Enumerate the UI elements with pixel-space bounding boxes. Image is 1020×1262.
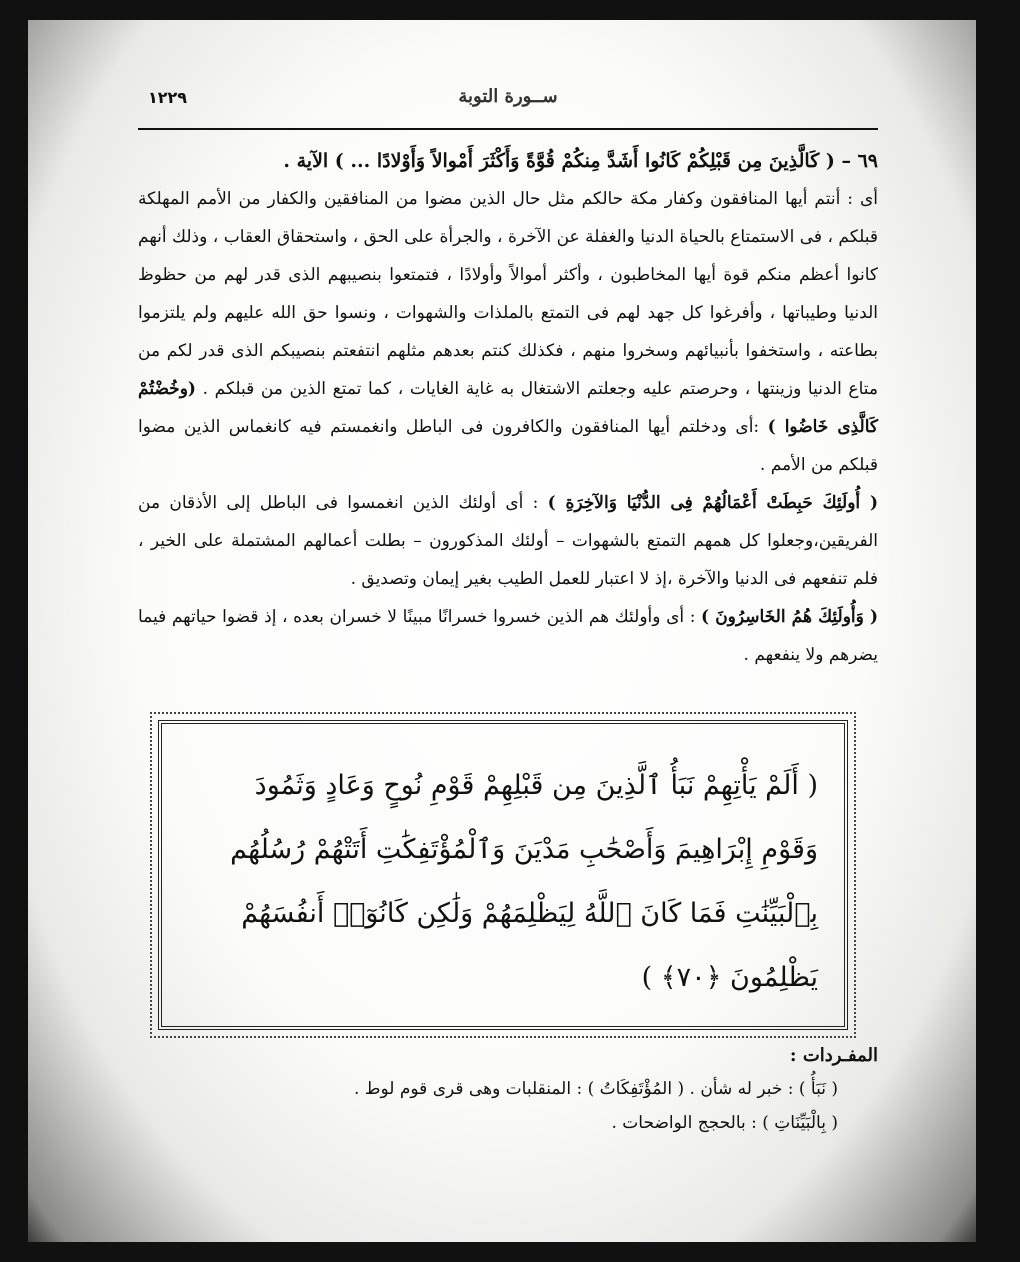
quoted-phrase: ( أُولَئِكَ حَبِطَتْ أَعْمَالُهُمْ فِى الدُّنْيَا وَالآخِرَةِ ) xyxy=(547,493,879,513)
commentary-section xyxy=(138,142,878,674)
verse-line: ( أَلَمْ يَأْتِهِمْ نَبَأُ ٱلَّذِينَ مِن قَبْلِهِمْ قَوْمِ نُوحٍ وَعَادٍ وَثَمُودَ xyxy=(254,770,818,801)
commentary-text: أى : أنتم أيها المنافقون وكفار مكة حالكم مثل حال الذين مضوا من المنافقين والكفار من الأمم المهلكة قبلكم ، فى الاستمتاع بالحياة الدنيا والغفلة عن الآخرة ، والجرأة على الحق ، واستحقاق العقاب ، وذلك أنهم كانوا أعظم منكم قوة أيها المخاطبون ، وأكثر أموالاً وأولادًا ، فتمتعوا بنصيبهم الذى قدر لهم من حظوظ الدنيا وطيباتها ، وأفرغوا كل جهد لهم فى التمتع بالملذات والشهوات ، ونسوا حق الله عليهم ولم يلتزموا بطاعته ، واستخفوا بأنبيائهم وسخروا منهم ، فكذلك كنتم بعدهم مثلهم انتفعتم بنصيبكم الذى قدر لكم من متاع الدنيا وزينتها ، وحرصتم عليه وجعلتم الاشتغال به غاية الغايات ، كما تمتع الذين من قبلكم . xyxy=(138,189,878,399)
commentary-paragraph xyxy=(138,484,878,598)
vocabulary-title: المفـردات : xyxy=(789,1045,878,1066)
verse-line: وَقَوْمِ إِبْرَاهِيمَ وَأَصْحَٰبِ مَدْيَنَ وَٱلْمُؤْتَفِكَٰتِ أَتَتْهُمْ رُسُلُهُم xyxy=(230,834,818,865)
book-page xyxy=(138,80,878,1200)
commentary-paragraph xyxy=(138,598,878,674)
verse-line: بِٱلْبَيِّنَٰتِ فَمَا كَانَ ٱللَّهُ لِيَظْلِمَهُمْ وَلَٰكِن كَانُوٓا۟ أَنفُسَهُمْ xyxy=(241,898,818,929)
vocabulary-item: ( بِالْبَيِّنَاتِ ) : بالحجج الواضحات . xyxy=(611,1113,838,1133)
commentary-text: : أى وأولئك هم الذين خسروا خسرانًا مبينًا لا خسران بعده ، إذ قضوا حياتهم فيما يضرهم ولا ينفعهم . xyxy=(138,607,878,665)
page-number: ١٢٢٩ xyxy=(148,88,188,107)
verse-70-frame xyxy=(158,720,848,1030)
verse-69-heading: ٦٩ – ( كَالَّذِينَ مِن قَبْلِكُمْ كَانُوا أَشَدَّ مِنكُمْ قُوَّةً وَأَكْثَرَ أَمْوالاً وَأَوْلادًا ... ) الآية . xyxy=(283,150,878,172)
surah-name: ســورة التوبة xyxy=(458,86,558,107)
commentary-text: : أى أولئك الذين انغمسوا فى الباطل إلى الأذقان من الفريقين،وجعلوا كل همهم التمتع بالشهوات – أولئك المذكورون – بطلت أعمالهم المشتملة على الخير ، فلم تنفعهم فى الدنيا والآخرة ،إذ لا اعتبار للعمل الطيب بغير إيمان وتصديق . xyxy=(138,493,878,589)
quoted-phrase: ( وَأُولَئِكَ هُمُ الخَاسِرُونَ ) xyxy=(701,607,879,627)
commentary-text: :أى ودخلتم أيها المنافقون والكافرون فى الباطل وانغمستم فيه كانغماس الذين مضوا قبلكم من الأمم . xyxy=(138,417,878,475)
quoted-phrase: (وخُضْتُمْ كَالَّذِى خَاضُوا ) xyxy=(138,379,878,437)
vocabulary-item: ( نَبَأُ ) : خبر له شأن . ( المُؤْتَفِكَاتُ ) : المنقلبات وهى قرى قوم لوط . xyxy=(353,1079,838,1099)
verse-line: يَظْلِمُونَ ﴿٧٠﴾ ) xyxy=(641,962,818,993)
commentary-paragraph xyxy=(138,180,878,484)
page-header xyxy=(138,80,878,130)
scanned-page xyxy=(28,20,976,1242)
vocabulary-section xyxy=(138,1040,878,1140)
